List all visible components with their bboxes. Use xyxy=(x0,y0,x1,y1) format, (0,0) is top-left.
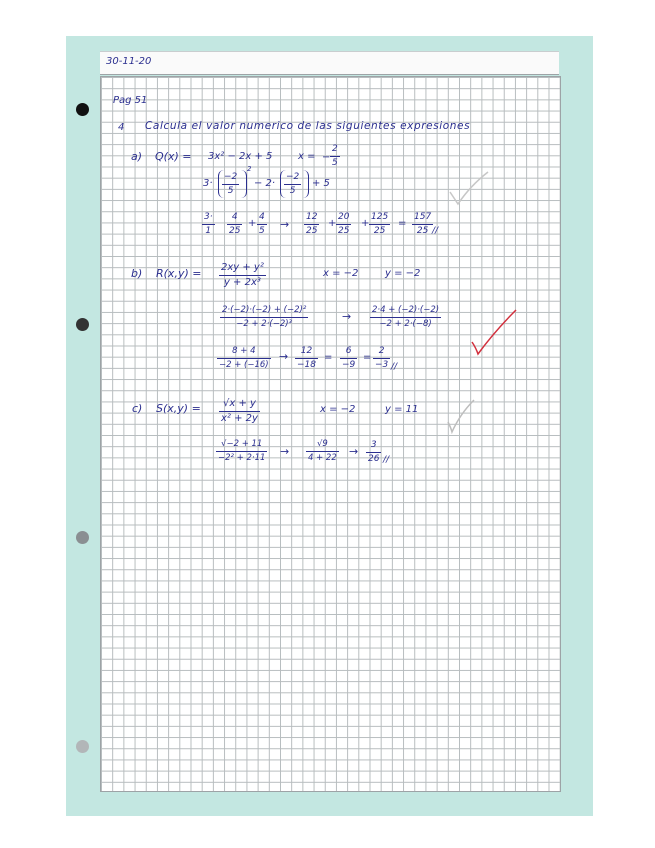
part-a-step2-plus2: + xyxy=(361,218,370,229)
binder-hole xyxy=(76,318,89,331)
part-b-label: b) xyxy=(131,267,143,280)
part-a-step1-fraction3: 4 5 xyxy=(259,212,265,236)
part-a-sub-fraction1: −2 5 xyxy=(224,172,238,196)
part-c-arrow1: → xyxy=(280,445,290,458)
part-c-result-fraction: 3 26 xyxy=(368,440,380,464)
part-a-step1-plus: + xyxy=(248,218,257,229)
part-a-sub-exponent: 2 xyxy=(247,165,252,173)
part-a-result-mark: // xyxy=(432,226,439,236)
part-b-definition-lhs: R(x,y) = xyxy=(156,267,202,280)
part-b-step1-fraction: 2·(−2)·(−2) + (−2)² −2 + 2·(−2)³ xyxy=(222,305,307,329)
part-b-arrow2: → xyxy=(279,350,289,363)
teacher-checkmark-a xyxy=(448,170,490,210)
part-a-definition-lhs: Q(x) = xyxy=(155,150,192,163)
binder-hole xyxy=(76,531,89,544)
part-b-arrow1: → xyxy=(342,310,352,323)
part-a-sub-term2-coef: − 2· xyxy=(254,178,276,189)
part-a-sub-term3: + 5 xyxy=(312,178,330,189)
teacher-checkmark-b xyxy=(470,308,518,358)
part-a-given-x-sign: − xyxy=(322,152,331,163)
part-a-step2-fraction3: 125 25 xyxy=(371,212,389,236)
part-a-sub-fraction2: −2 5 xyxy=(286,172,300,196)
part-a-arrow: → xyxy=(280,218,290,231)
date-text: 30-11-20 xyxy=(106,56,152,67)
part-c-result-mark: // xyxy=(383,455,390,465)
part-c-definition-lhs: S(x,y) = xyxy=(156,402,201,415)
part-b-step2-fraction: 2·4 + (−2)·(−2) −2 + 2·(−8) xyxy=(372,305,440,329)
binder-hole xyxy=(76,103,89,116)
exercise-title: Calcula el valor numerico de las siguientes expresiones xyxy=(145,120,471,132)
part-c-definition-fraction: √x + y x² + 2y xyxy=(221,398,258,424)
part-a-step2-plus1: + xyxy=(328,218,337,229)
part-b-step5-fraction: 6 −9 xyxy=(342,346,356,370)
binder-hole xyxy=(76,740,89,753)
part-b-step4-fraction: 12 −18 xyxy=(297,346,316,370)
part-c-arrow2: → xyxy=(349,445,359,458)
part-c-step2-fraction: √9 4 + 22 xyxy=(308,439,337,463)
grid-paper xyxy=(100,76,561,792)
part-b-given-y: y = −2 xyxy=(385,268,421,279)
part-a-step1-fraction2: 4 25 xyxy=(229,212,241,236)
part-c-label: c) xyxy=(132,402,143,415)
part-a-result-fraction: 157 25 xyxy=(414,212,432,236)
part-a-definition-rhs: 3x² − 2x + 5 xyxy=(208,151,273,162)
part-b-definition-fraction: 2xy + y² y + 2x³ xyxy=(221,262,264,288)
page-reference: Pag 51 xyxy=(113,95,148,106)
teacher-checkmark-c xyxy=(446,398,476,434)
part-b-result-mark: // xyxy=(391,362,398,372)
part-a-step2-fraction1: 12 25 xyxy=(306,212,318,236)
part-b-step3-fraction: 8 + 4 −2 + (−16) xyxy=(219,346,269,370)
part-b-result-fraction: 2 −3 xyxy=(375,346,389,370)
part-b-equals1: = xyxy=(324,352,333,363)
part-b-given-x: x = −2 xyxy=(323,268,359,279)
part-a-step2-fraction2: 20 25 xyxy=(338,212,350,236)
part-b-equals2: = xyxy=(363,352,372,363)
part-a-given-x-fraction: 2 5 xyxy=(332,144,338,168)
part-a-sub-term1-coef: 3· xyxy=(203,178,213,189)
part-c-given-x: x = −2 xyxy=(320,404,356,415)
part-a-equals: = xyxy=(398,218,407,229)
part-a-label: a) xyxy=(131,150,143,163)
date-header-band xyxy=(100,51,559,75)
part-a-given-x: x = xyxy=(298,151,316,162)
part-c-given-y: y = 11 xyxy=(385,404,419,415)
part-c-step1-fraction: √−2 + 11 −2² + 2·11 xyxy=(218,439,266,463)
exercise-number: 4 xyxy=(118,122,125,133)
part-a-step1-fraction1: 3· 1 xyxy=(204,212,213,236)
